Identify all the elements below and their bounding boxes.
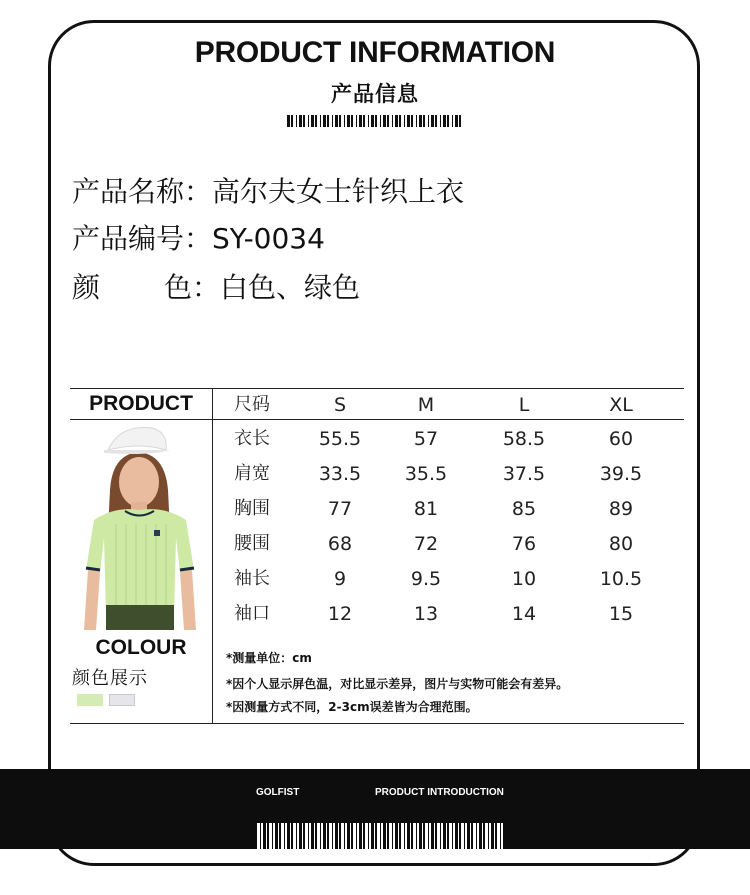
table-row-label: 衣长 — [234, 428, 270, 449]
footer-intro: PRODUCT INTRODUCTION — [375, 787, 504, 798]
product-label: PRODUCT — [89, 392, 193, 415]
table-cell: 35.5 — [404, 463, 448, 485]
colour-label-cn: 颜色展示 — [72, 668, 148, 689]
size-header-l: L — [518, 394, 530, 416]
swatch-green — [77, 694, 103, 706]
size-header-m: M — [417, 394, 435, 416]
model-photo — [70, 420, 210, 630]
table-cell: 85 — [511, 498, 537, 520]
size-header-xl: XL — [609, 394, 633, 416]
table-cell: 60 — [608, 428, 634, 450]
table-cell: 33.5 — [318, 463, 362, 485]
table-cell: 55.5 — [318, 428, 362, 450]
table-cell: 13 — [413, 603, 439, 625]
table-cell: 58.5 — [502, 428, 546, 450]
table-row-label: 袖长 — [234, 568, 270, 589]
product-code-label: 产品编号： — [72, 222, 213, 255]
page-title: PRODUCT INFORMATION — [194, 36, 556, 69]
table-vertical-divider — [212, 388, 213, 723]
table-cell: 10.5 — [599, 568, 643, 590]
product-code-row — [72, 217, 325, 257]
table-cell: 10 — [511, 568, 537, 590]
barcode-bottom-icon — [257, 823, 503, 863]
table-cell: 12 — [327, 603, 353, 625]
table-cell: 80 — [608, 533, 634, 555]
note-unit: *测量单位：cm — [226, 651, 312, 665]
product-color-row — [72, 266, 360, 306]
table-row-label: 肩宽 — [234, 463, 270, 484]
table-cell: 15 — [608, 603, 634, 625]
table-cell: 72 — [413, 533, 439, 555]
barcode-top-icon — [287, 115, 464, 127]
table-cell: 76 — [511, 533, 537, 555]
swatch-white — [109, 694, 135, 706]
product-code-value: SY-0034 — [212, 222, 325, 255]
note-measure-error: *因测量方式不同，2-3cm误差皆为合理范围。 — [226, 700, 478, 714]
product-color-value: 白色、绿色 — [220, 271, 361, 304]
table-cell: 9 — [333, 568, 347, 590]
table-cell: 37.5 — [502, 463, 546, 485]
size-header-label: 尺码 — [234, 394, 270, 415]
table-cell: 77 — [327, 498, 353, 520]
size-header-s: S — [333, 394, 347, 416]
table-top-rule — [70, 388, 684, 389]
note-color-diff: *因个人显示屏色温，对比显示差异，图片与实物可能会有差异。 — [226, 677, 569, 691]
table-row-label: 胸围 — [234, 498, 270, 519]
product-name-value: 高尔夫女士针织上衣 — [212, 175, 465, 208]
table-bottom-rule — [70, 723, 684, 724]
table-cell: 81 — [413, 498, 439, 520]
table-cell: 68 — [327, 533, 353, 555]
table-cell: 14 — [511, 603, 537, 625]
table-row-label: 腰围 — [234, 533, 270, 554]
product-color-label-2: 色： — [164, 271, 221, 304]
table-cell: 57 — [413, 428, 439, 450]
table-row-label: 袖口 — [234, 603, 270, 624]
page-subtitle: 产品信息 — [331, 82, 419, 106]
table-cell: 9.5 — [410, 568, 442, 590]
product-color-label-1: 颜 — [72, 271, 101, 304]
table-cell: 39.5 — [599, 463, 643, 485]
product-name-label: 产品名称： — [72, 175, 213, 208]
footer-brand: GOLFIST — [256, 787, 300, 798]
table-cell: 89 — [608, 498, 634, 520]
product-name-row — [72, 170, 464, 210]
colour-label: COLOUR — [95, 636, 187, 659]
